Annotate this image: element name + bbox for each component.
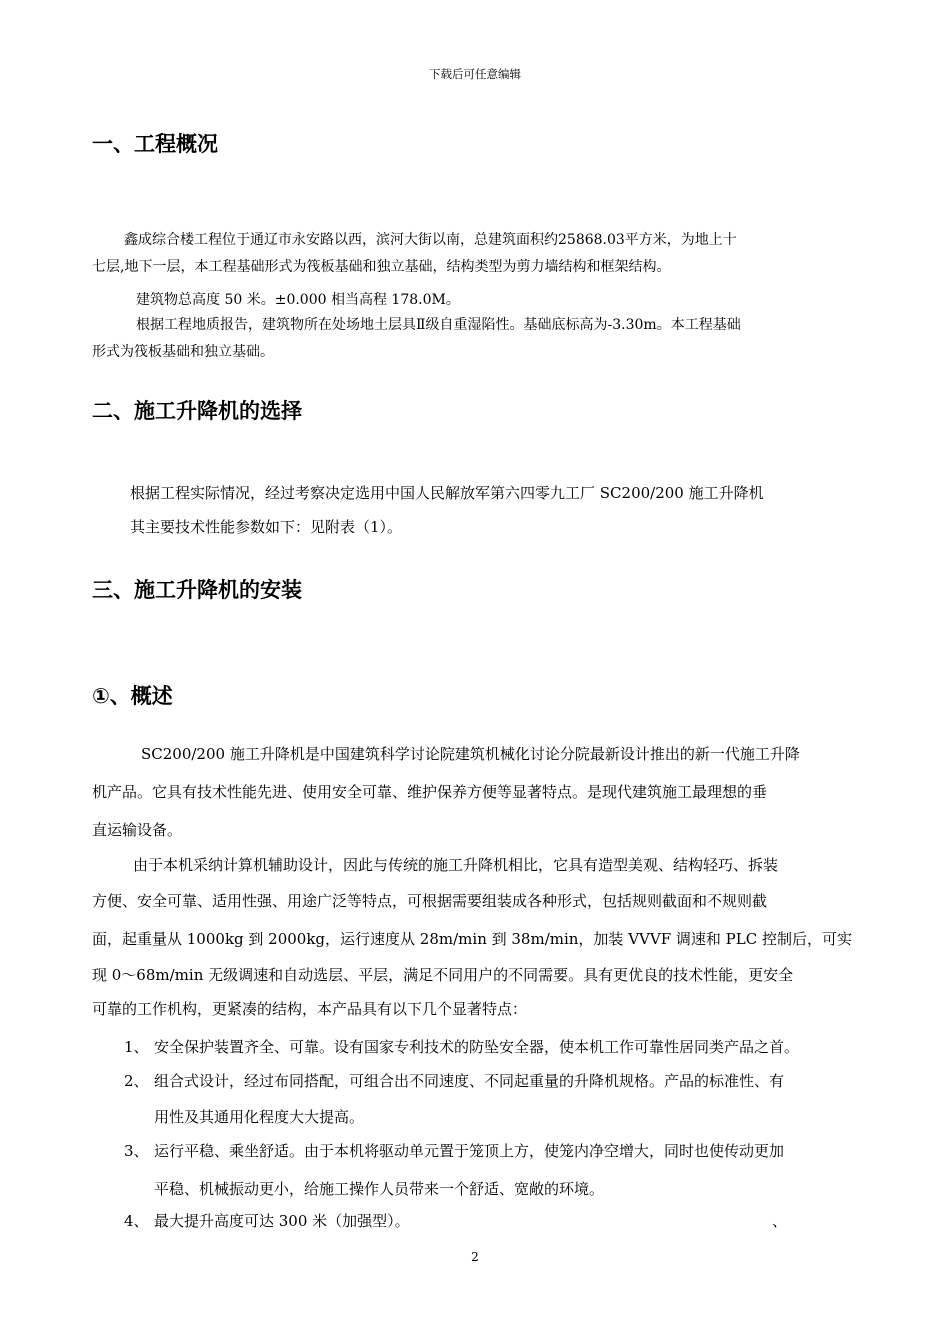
page-number: 2 <box>471 1250 479 1264</box>
paragraph-line: 鑫成综合楼工程位于通辽市永安路以西，滨河大街以南，总建筑面积约25868.03平方米，为地上十 <box>124 232 737 248</box>
paragraph-line: 建筑物总高度 50 米。±0.000 相当高程 178.0M。 <box>136 292 460 308</box>
paragraph-line: 面，起重量从 1000kg 到 2000kg，运行速度从 28m/min 到 38m/min，加装 VVVF 调速和 PLC 控制后，可实 <box>92 930 852 948</box>
section-title-installation: 三、施工升降机的安装 <box>92 578 302 602</box>
paragraph-line: 形式为筏板基础和独立基础。 <box>92 344 274 360</box>
list-item-text: 用性及其通用化程度大大提高。 <box>154 1108 365 1126</box>
list-item-text: 安全保护装置齐全、可靠。设有国家专利技术的防坠安全器，使本机工作可靠性居同类产品之首。 <box>154 1038 800 1056</box>
list-item-text: 最大提升高度可达 300 米（加强型）。 <box>154 1212 410 1230</box>
paragraph-line: 由于本机采纳计算机辅助设计，因此与传统的施工升降机相比，它具有造型美观、结构轻巧、拆装 <box>133 856 779 874</box>
list-item-text: 运行平稳、乘坐舒适。由于本机将驱动单元置于笼顶上方，使笼内净空增大，同时也使传动更加 <box>154 1142 785 1160</box>
list-item-number: 2、 <box>124 1072 149 1090</box>
paragraph-line: 方便、安全可靠、适用性强、用途广泛等特点，可根据需要组装成各种形式，包括规则截面和不规则截 <box>92 892 768 910</box>
list-item-number: 4、 <box>124 1212 149 1230</box>
subsection-title-overview: ①、概述 <box>92 684 173 708</box>
paragraph-line: 七层,地下一层，本工程基础形式为筏板基础和独立基础，结构类型为剪力墙结构和框架结构。 <box>92 259 671 275</box>
paragraph-line: 根据工程实际情况，经过考察决定选用中国人民解放军第六四零九工厂 SC200/200 施工升降机 <box>130 484 764 502</box>
paragraph-line: 现 0～68m/min 无级调速和自动选层、平层，满足不同用户的不同需要。具有更优良的技术性能，更安全 <box>92 966 794 984</box>
section-title-overview: 一、工程概况 <box>92 132 218 156</box>
stray-mark: 、 <box>772 1212 788 1230</box>
list-item-number: 1、 <box>124 1038 149 1056</box>
paragraph-line: 直运输设备。 <box>92 821 183 839</box>
paragraph-line: 机产品。它具有技术性能先进、使用安全可靠、维护保养方便等显著特点。是现代建筑施工最理想的垂 <box>92 783 768 801</box>
page-header: 下载后可任意编辑 <box>429 67 521 81</box>
paragraph-line: 根据工程地质报告，建筑物所在处场地土层具Ⅱ级自重湿陷性。基础底标高为-3.30m。本工程基础 <box>136 317 741 333</box>
list-item-text: 平稳、机械振动更小，给施工操作人员带来一个舒适、宽敞的环境。 <box>154 1180 605 1198</box>
section-title-selection: 二、施工升降机的选择 <box>92 399 302 423</box>
paragraph-line: 其主要技术性能参数如下：见附表（1）。 <box>130 518 403 536</box>
paragraph-line: 可靠的工作机构，更紧凑的结构，本产品具有以下几个显著特点： <box>92 1000 528 1018</box>
list-item-number: 3、 <box>124 1142 149 1160</box>
paragraph-line: SC200/200 施工升降机是中国建筑科学讨论院建筑机械化讨论分院最新设计推出的新一代施工升降 <box>141 745 800 763</box>
list-item-text: 组合式设计，经过布同搭配，可组合出不同速度、不同起重量的升降机规格。产品的标准性、有 <box>154 1072 785 1090</box>
